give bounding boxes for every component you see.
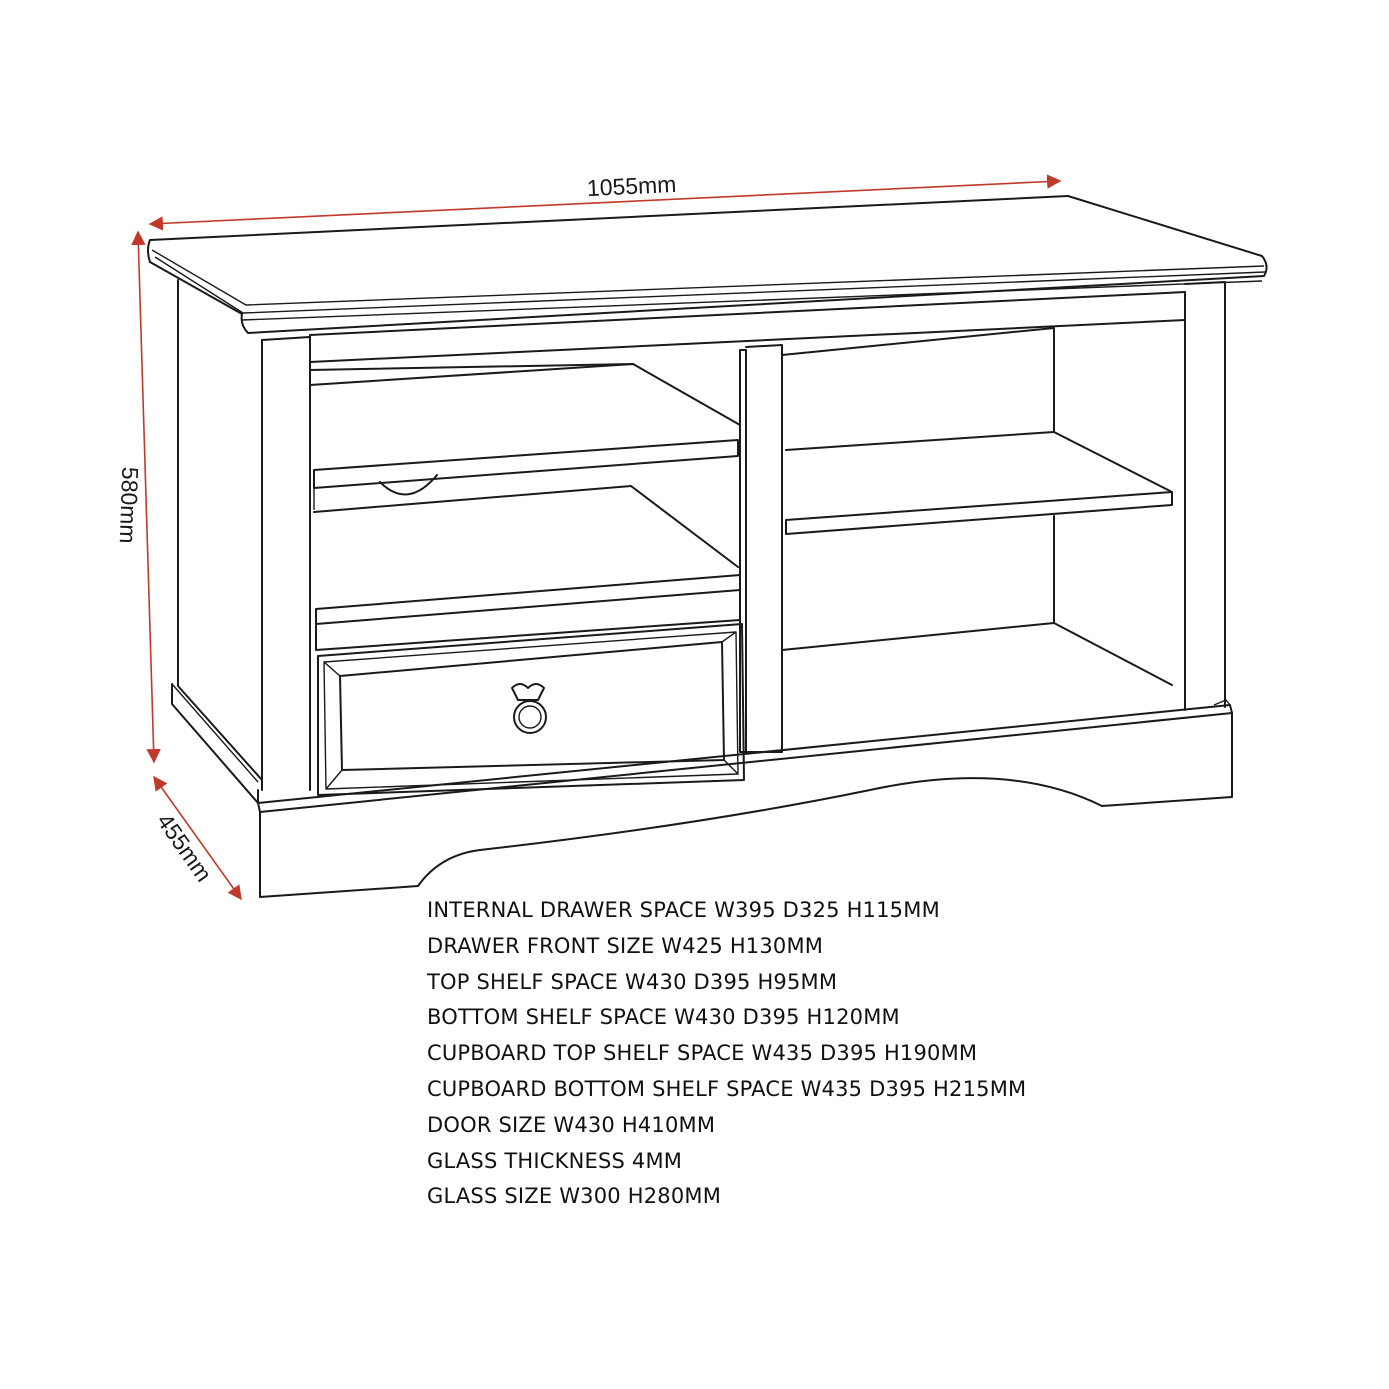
spec-bottom-shelf-space: BOTTOM SHELF SPACE W430 D395 H120MM — [427, 1005, 900, 1030]
right-compartment — [782, 328, 1172, 685]
depth-label: 455mm — [151, 808, 218, 887]
width-dimension — [150, 171, 1060, 224]
specifications-list — [427, 893, 1026, 1215]
width-label: 1055mm — [586, 170, 677, 202]
depth-dimension — [152, 777, 241, 899]
left-compartment — [310, 364, 740, 650]
spec-drawer-front-size: DRAWER FRONT SIZE W425 H130MM — [427, 933, 824, 958]
height-dimension — [115, 232, 154, 762]
spec-glass-thickness: GLASS THICKNESS 4MM — [427, 1148, 683, 1173]
tv-unit-drawing — [148, 196, 1267, 897]
spec-cupboard-bottom-shelf-space: CUPBOARD BOTTOM SHELF SPACE W435 D395 H215MM — [427, 1076, 1027, 1101]
spec-top-shelf-space: TOP SHELF SPACE W430 D395 H95MM — [427, 969, 838, 994]
spec-internal-drawer-space: INTERNAL DRAWER SPACE W395 D325 H115MM — [427, 898, 940, 922]
drawer-handle-icon — [512, 684, 546, 733]
spec-glass-size: GLASS SIZE W300 H280MM — [427, 1184, 722, 1209]
left-side-panel — [172, 280, 262, 803]
spec-cupboard-top-shelf-space: CUPBOARD TOP SHELF SPACE W435 D395 H190MM — [427, 1041, 978, 1066]
height-label: 580mm — [114, 466, 144, 545]
spec-door-size: DOOR SIZE W430 H410MM — [427, 1112, 716, 1137]
